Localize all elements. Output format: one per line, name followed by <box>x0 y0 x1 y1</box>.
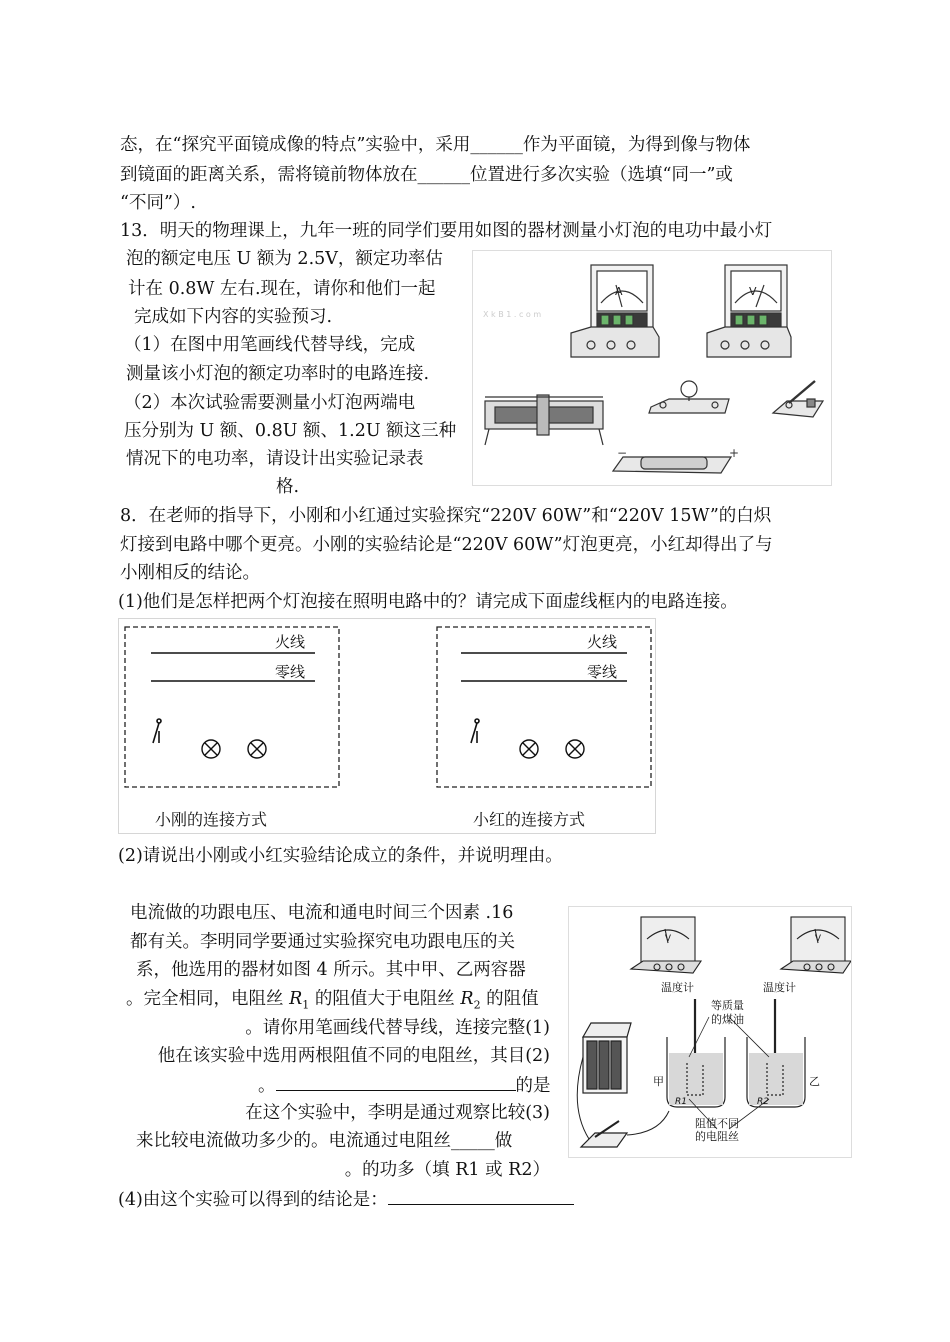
answer-blank-4[interactable] <box>388 1186 574 1205</box>
q16-line-8: 在这个实验中，李明是通过观察比较(3) <box>245 1103 550 1123</box>
left-neutral-label: 零线 <box>275 663 306 681</box>
right-dashed-box <box>437 627 651 787</box>
q13-line-8: 压分别为 U 额、0.8U 额、1.2U 额这三种 <box>124 421 457 441</box>
q16-line-7 <box>258 1072 551 1099</box>
q13-line-3: 计在 0.8W 左右.现在，请你和他们一起 <box>128 279 436 299</box>
container-jia-label: 甲 <box>653 1075 664 1088</box>
answer-blank-2[interactable] <box>276 1072 516 1091</box>
q13-line-4: 完成如下内容的实验预习. <box>134 307 333 327</box>
kerosene-label: 等质量的煤油 <box>711 999 744 1026</box>
q12-line-3: “不同”）. <box>120 193 196 213</box>
right-live-label: 火线 <box>587 633 618 651</box>
q16-line-10: 。的功多（填 R1 或 R2） <box>344 1160 550 1180</box>
voltmeter-icon <box>707 265 791 357</box>
container-yi-label: 乙 <box>809 1075 820 1088</box>
q16-line-4b: 的阻值大于电阻丝 <box>309 989 461 1009</box>
q16-line-9: 来比较电流做功多少的。电流通过电阻丝_____做 <box>136 1131 513 1151</box>
q16-line-11 <box>118 1186 574 1213</box>
q8-line-3: 小刚相反的结论。 <box>120 563 260 583</box>
q13-line-10: 格. <box>276 477 300 497</box>
q16-line-6: 他在该实验中选用两根阻值不同的电阻丝，其目(2) <box>157 1046 550 1066</box>
right-neutral-label: 零线 <box>587 663 618 681</box>
circuit-drawing <box>119 619 655 833</box>
r1-subscript: 1 <box>302 998 310 1012</box>
switch-icon <box>581 1121 627 1147</box>
q13-line-7: （2）本次试验需要测量小灯泡两端电 <box>124 393 416 413</box>
q16-line-3: 系，他选用的器材如图 4 所示。其中甲、乙两容器 <box>136 960 526 980</box>
right-bulb-2-icon <box>566 740 584 758</box>
switch-icon <box>773 381 823 417</box>
left-live-label: 火线 <box>275 633 306 651</box>
ammeter-label: A <box>615 285 623 298</box>
r2-subscript: 2 <box>473 998 481 1012</box>
r2-symbol: R <box>460 989 474 1009</box>
q13-equipment-figure <box>472 250 832 486</box>
battery-icon <box>613 446 739 473</box>
thermometer-left-label: 温度计 <box>661 981 694 994</box>
watermark: X k B 1 . c o m <box>483 310 542 319</box>
q16-line-11-text: (4)由这个实验可以得到的结论是： <box>118 1190 388 1210</box>
left-caption: 小刚的连接方式 <box>155 810 268 829</box>
q16-line-4 <box>126 986 539 1019</box>
thermometer-right-label: 温度计 <box>763 981 796 994</box>
voltmeter-label: V <box>749 285 757 298</box>
rheostat-icon <box>485 395 603 445</box>
battery-pack-icon <box>583 1023 631 1093</box>
q13-line-5: （1）在图中用笔画线代替导线，完成 <box>124 335 416 355</box>
svg-text:−: − <box>617 446 628 460</box>
q8-circuit-figure <box>118 618 656 834</box>
q16-line-2: 都有关。李明同学要通过实验探究电功跟电压的关 <box>130 932 515 952</box>
right-caption: 小红的连接方式 <box>473 810 586 829</box>
q8-line-2: 灯接到电路中哪个更亮。小刚的实验结论是“220V 60W”灯泡更亮，小红却得出了与 <box>120 535 773 555</box>
left-bulb-2-icon <box>248 740 266 758</box>
q13-line-2: 泡的额定电压 U 额为 2.5V，额定功率估 <box>126 249 443 269</box>
q12-line-1: 态，在“探究平面镜成像的特点”实验中，采用______作为平面镜，为得到像与物体 <box>120 135 751 155</box>
q16-line-7b: 的是 <box>515 1076 551 1096</box>
q8-line-5: (2)请说出小刚或小红实验结论成立的条件，并说明理由。 <box>118 846 563 866</box>
voltmeter-right-label: V <box>814 934 822 944</box>
q13-line-6: 测量该小灯泡的额定功率时的电路连接. <box>126 364 430 384</box>
r1-symbol: R <box>289 989 303 1009</box>
q13-line-1: 13．明天的物理课上，九年一班的同学们要用如图的器材测量小灯泡的电功中最小灯 <box>120 221 773 241</box>
q16-apparatus-figure <box>568 906 852 1158</box>
q16-line-4c: 的阻值 <box>480 989 539 1009</box>
q8-line-4: (1)他们是怎样把两个灯泡接在照明电路中的？请完成下面虚线框内的电路连接。 <box>118 592 738 612</box>
left-dashed-box <box>125 627 339 787</box>
q13-line-9: 情况下的电功率，请设计出实验记录表 <box>126 449 424 469</box>
left-bulb-1-icon <box>202 740 220 758</box>
q16-line-7a: 。 <box>258 1076 276 1096</box>
right-switch-icon <box>471 719 479 743</box>
q16-line-4a: 。完全相同，电阻丝 <box>126 989 290 1009</box>
q16-line-1: 电流做的功跟电压、电流和通电时间三个因素 .16 <box>130 903 514 923</box>
q8-line-1: 8．在老师的指导下，小刚和小红通过实验探究“220V 60W”和“220V 15W”的白炽 <box>120 506 772 526</box>
ammeter-icon <box>571 265 659 357</box>
lamp-holder-icon <box>649 381 729 413</box>
left-switch-icon <box>153 719 161 743</box>
svg-text:+: + <box>729 446 740 460</box>
equipment-drawing <box>473 251 831 485</box>
r1-label: R1 <box>675 1097 687 1107</box>
right-bulb-1-icon <box>520 740 538 758</box>
r2-label: R2 <box>757 1097 769 1107</box>
voltmeter-right-icon <box>781 917 851 973</box>
q16-line-5: 。请你用笔画线代替导线，连接完整(1) <box>245 1018 550 1038</box>
q12-line-2: 到镜面的距离关系，需将镜前物体放在______位置进行多次实验（选填“同一”或 <box>120 165 733 185</box>
voltmeter-left-icon <box>631 917 701 973</box>
voltmeter-left-label: V <box>664 934 672 944</box>
wires-label: 阻值不同的电阻丝 <box>695 1117 739 1143</box>
